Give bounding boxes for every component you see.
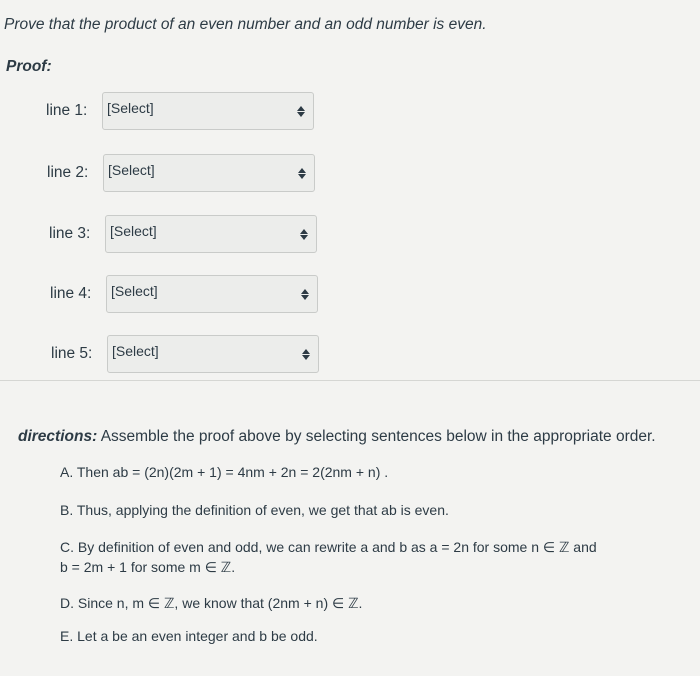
- option-text: By definition of even and odd, we can rewrite a and b as a = 2n for some n ∈ ℤ and: [77, 539, 597, 555]
- proof-label: Proof:: [6, 58, 52, 75]
- option-text: Since n, m ∈ ℤ, we know that (2nm + n) ∈ ℤ.: [77, 595, 363, 611]
- line-label: line 2:: [47, 164, 89, 181]
- proof-line-4: [50, 275, 318, 313]
- up-down-caret-icon: [300, 229, 308, 240]
- divider: [0, 380, 700, 381]
- up-down-caret-icon: [301, 289, 309, 300]
- line-2-select[interactable]: [103, 154, 315, 192]
- proof-line-2: [47, 154, 315, 192]
- option-letter: C.: [60, 539, 74, 555]
- line-3-select[interactable]: [105, 215, 317, 253]
- option-b: [60, 500, 449, 520]
- line-5-select[interactable]: [107, 335, 319, 373]
- option-letter: D.: [60, 595, 74, 611]
- directions-label: directions:: [18, 428, 98, 445]
- option-text: Let a be an even integer and b be odd.: [77, 628, 318, 644]
- option-text: Thus, applying the definition of even, we get that ab is even.: [76, 502, 449, 518]
- option-d: [60, 593, 362, 613]
- select-value: [Select]: [108, 162, 155, 178]
- option-letter: E.: [60, 628, 74, 644]
- select-value: [Select]: [112, 343, 159, 359]
- line-label: line 4:: [50, 285, 92, 302]
- proof-line-1: [46, 92, 314, 130]
- option-a: [60, 462, 388, 482]
- line-label: line 3:: [49, 225, 91, 242]
- option-letter: B.: [60, 502, 74, 518]
- option-c-continued: [60, 557, 235, 577]
- up-down-caret-icon: [302, 349, 310, 360]
- line-label: line 5:: [51, 345, 93, 362]
- option-text: Then ab = (2n)(2m + 1) = 4nm + 2n = 2(2nm + n) .: [76, 464, 389, 480]
- option-letter: A.: [60, 464, 74, 480]
- option-text-continued: b = 2m + 1 for some m ∈ ℤ.: [60, 559, 236, 575]
- line-1-select[interactable]: [102, 92, 314, 130]
- question-text: Prove that the product of an even number and an odd number is even.: [4, 16, 487, 33]
- up-down-caret-icon: [297, 106, 305, 117]
- proof-line-3: [49, 215, 317, 253]
- select-value: [Select]: [110, 223, 157, 239]
- line-label: line 1:: [46, 102, 88, 119]
- select-value: [Select]: [111, 283, 158, 299]
- line-4-select[interactable]: [106, 275, 318, 313]
- option-e: [60, 626, 318, 646]
- select-value: [Select]: [107, 100, 154, 116]
- option-c: [60, 537, 597, 557]
- up-down-caret-icon: [298, 168, 306, 179]
- directions: [18, 428, 656, 446]
- directions-text: Assemble the proof above by selecting sentences below in the appropriate order.: [100, 428, 656, 445]
- proof-line-5: [51, 335, 319, 373]
